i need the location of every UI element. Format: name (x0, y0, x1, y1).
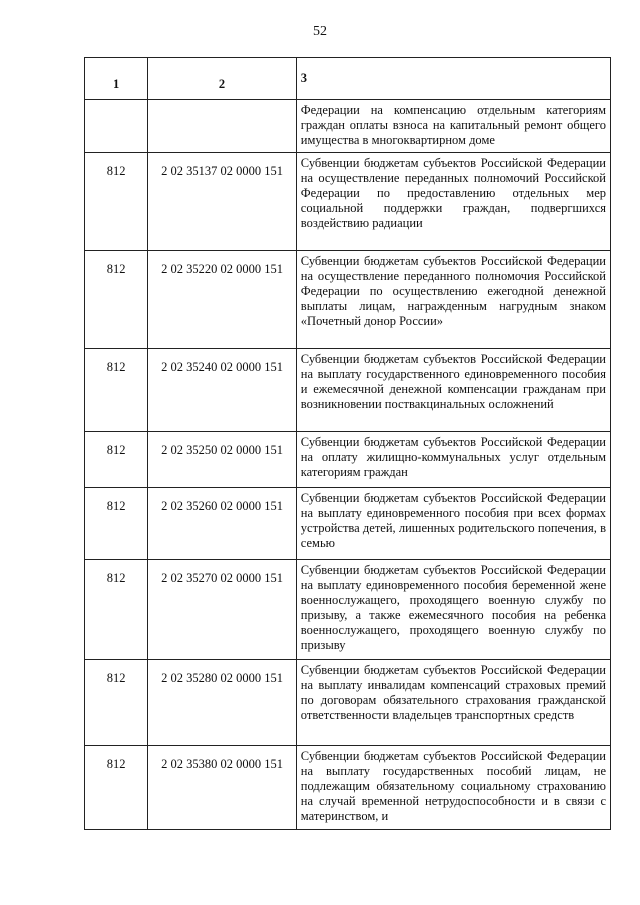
description-cell: Субвенции бюджетам субъектов Российской Федерации на выплату инвалидам компенсаций страховых премий по договорам обязательного страхования гражданской ответственности владельцев транспортных средств (296, 660, 610, 746)
admin-code-cell: 812 (85, 432, 148, 488)
budget-code-cell (148, 100, 297, 153)
header-col-1: 1 (85, 58, 148, 100)
table-row (85, 660, 611, 746)
admin-code-cell: 812 (85, 251, 148, 349)
budget-code-cell: 2 02 35380 02 0000 151 (148, 746, 297, 830)
budget-code-cell: 2 02 35137 02 0000 151 (148, 153, 297, 251)
description-cell: Субвенции бюджетам субъектов Российской Федерации на выплату единовременного пособия при всех формах устройства детей, лишенных родительского попечения, в семью (296, 488, 610, 560)
budget-code-cell: 2 02 35240 02 0000 151 (148, 349, 297, 432)
admin-code-cell: 812 (85, 349, 148, 432)
table-row (85, 153, 611, 251)
table-row (85, 100, 611, 153)
budget-codes-table (84, 57, 611, 830)
page-number: 52 (313, 24, 327, 39)
budget-code-cell: 2 02 35220 02 0000 151 (148, 251, 297, 349)
description-cell: Субвенции бюджетам субъектов Российской Федерации на осуществление переданного полномочия Российской Федерации по осуществлению ежегодной денежной выплаты лицам, награжденным нагрудным знаком «Почетный донор России» (296, 251, 610, 349)
admin-code-cell: 812 (85, 488, 148, 560)
description-cell: Федерации на компенсацию отдельным категориям граждан оплаты взноса на капитальный ремонт общего имущества в многоквартирном доме (296, 100, 610, 153)
budget-code-cell: 2 02 35280 02 0000 151 (148, 660, 297, 746)
budget-code-cell: 2 02 35260 02 0000 151 (148, 488, 297, 560)
description-cell: Субвенции бюджетам субъектов Российской Федерации на осуществление переданных полномочий Российской Федерации по предоставлению отдельных мер социальной поддержки граждан, подвергшихся воздействию радиации (296, 153, 610, 251)
header-col-2: 2 (148, 58, 297, 100)
admin-code-cell: 812 (85, 660, 148, 746)
table-row (85, 488, 611, 560)
admin-code-cell: 812 (85, 153, 148, 251)
table-row (85, 746, 611, 830)
description-cell: Субвенции бюджетам субъектов Российской Федерации на оплату жилищно-коммунальных услуг отдельным категориям граждан (296, 432, 610, 488)
budget-code-cell: 2 02 35270 02 0000 151 (148, 560, 297, 660)
table-row (85, 251, 611, 349)
table-row (85, 560, 611, 660)
table-row (85, 349, 611, 432)
admin-code-cell (85, 100, 148, 153)
admin-code-cell: 812 (85, 560, 148, 660)
table-row (85, 432, 611, 488)
header-col-3: 3 (296, 58, 610, 100)
table-header-row (85, 58, 611, 100)
admin-code-cell: 812 (85, 746, 148, 830)
budget-code-cell: 2 02 35250 02 0000 151 (148, 432, 297, 488)
description-cell: Субвенции бюджетам субъектов Российской Федерации на выплату единовременного пособия беременной жене военнослужащего, проходящего военную службу по призыву, а также ежемесячного пособия на ребенка военнослужащего, проходящего военную службу по призыву (296, 560, 610, 660)
description-cell: Субвенции бюджетам субъектов Российской Федерации на выплату государственных пособий лицам, не подлежащим обязательному социальному страхованию на случай временной нетрудоспособности и в связи с материнством, и (296, 746, 610, 830)
description-cell: Субвенции бюджетам субъектов Российской Федерации на выплату государственного единовременного пособия и ежемесячной денежной компенсации гражданам при возникновении поствакцинальных осложнений (296, 349, 610, 432)
